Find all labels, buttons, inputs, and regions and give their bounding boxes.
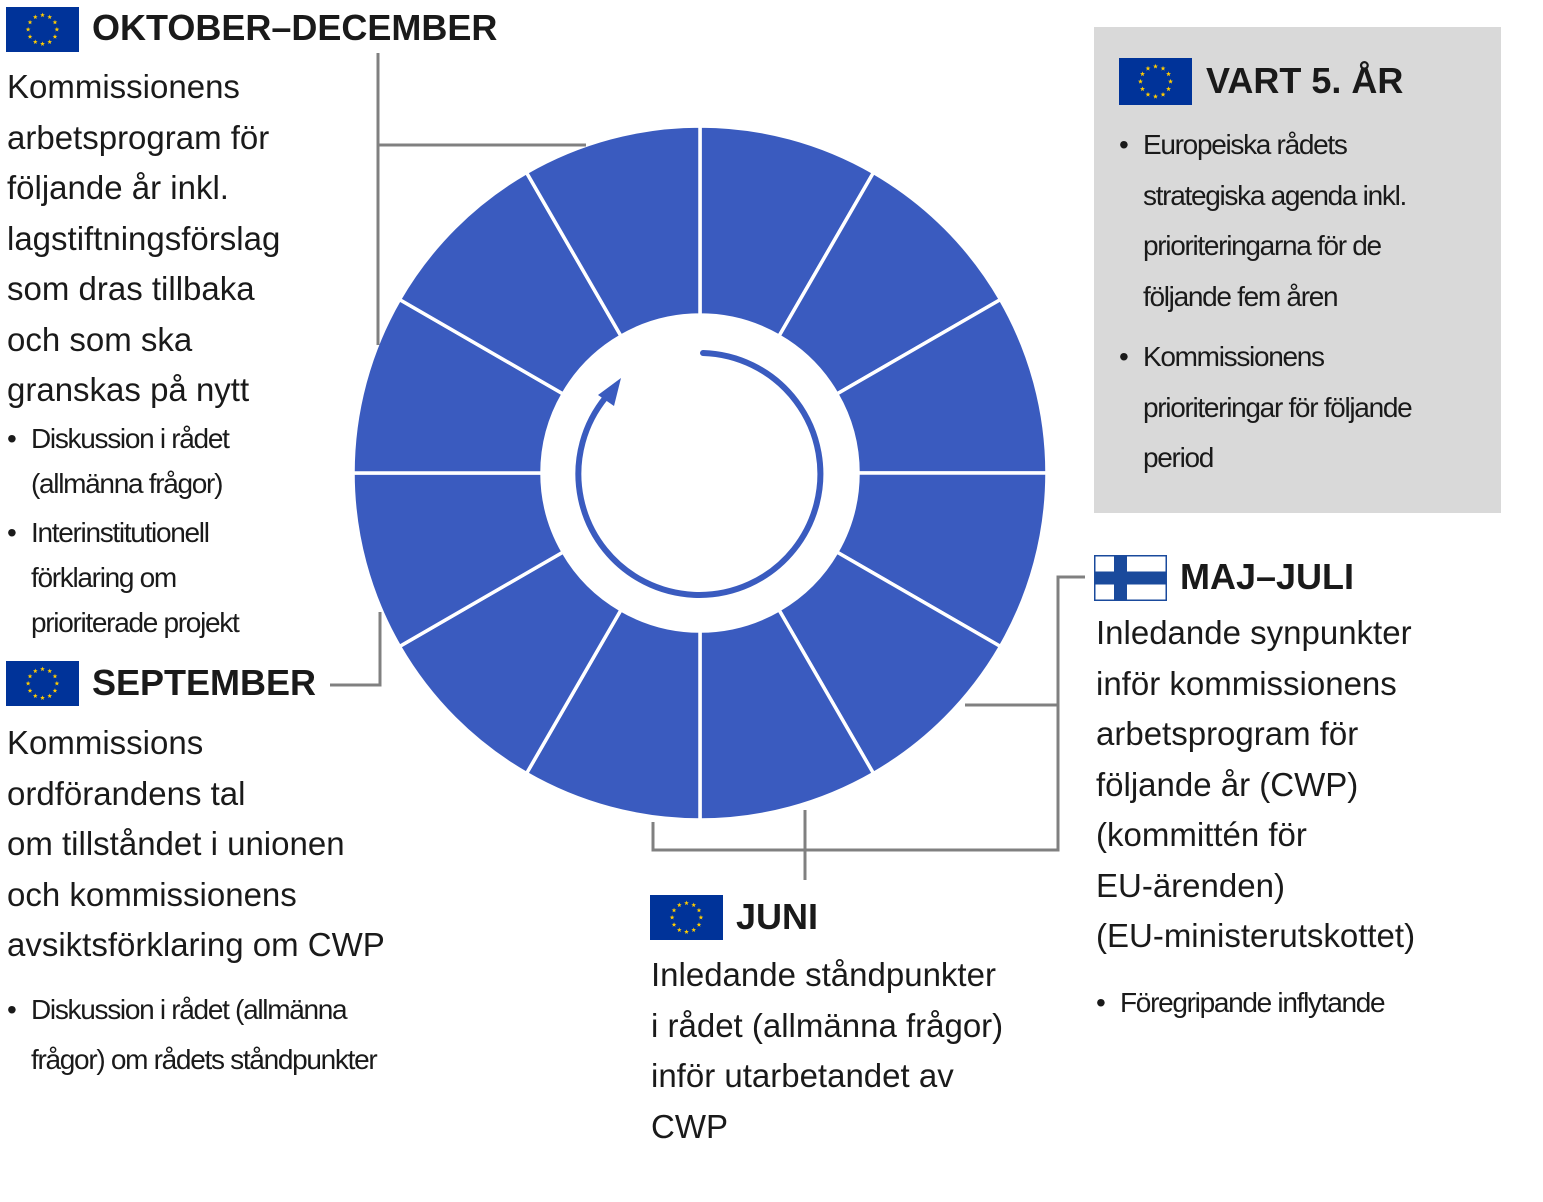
text-line: som dras tillbaka bbox=[7, 270, 255, 307]
bullet-item bbox=[7, 985, 376, 1085]
text-line: Kommissions bbox=[7, 724, 204, 761]
bullet-line: följande fem åren bbox=[1143, 280, 1338, 312]
text-line: inför kommissionens bbox=[1096, 664, 1397, 702]
text-line: och kommissionens bbox=[7, 875, 297, 913]
bullet-line: prioriterade projekt bbox=[31, 607, 239, 638]
bullet-line: • Diskussion i rådet bbox=[31, 423, 229, 454]
eu-flag-icon bbox=[1119, 58, 1192, 105]
maj-juli-bullets bbox=[1096, 980, 1384, 1025]
bullet-line: prioriteringarna för de bbox=[1143, 230, 1381, 261]
bullet-item bbox=[7, 416, 238, 506]
juni-text bbox=[651, 950, 1003, 1152]
oktober-december-heading: OKTOBER–DECEMBER bbox=[92, 7, 498, 48]
text-line: Inledande synpunkter bbox=[1096, 614, 1412, 651]
september-bullets bbox=[7, 985, 376, 1085]
text-line: (EU-ministerutskottet) bbox=[1096, 917, 1416, 954]
text-line: granskas på nytt bbox=[7, 371, 250, 408]
text-line: följande år (CWP) bbox=[1096, 765, 1359, 803]
text-line: Inledande ståndpunkter bbox=[651, 956, 996, 993]
eu-flag-icon bbox=[650, 895, 723, 940]
bullet-line: prioriteringar för följande bbox=[1143, 391, 1412, 423]
eu-flag-icon bbox=[6, 7, 79, 52]
text-line: EU-ärenden) bbox=[1096, 866, 1285, 904]
vart-5-ar-heading: VART 5. ÅR bbox=[1206, 60, 1404, 101]
bullet-line: • Diskussion i rådet (allmänna bbox=[31, 994, 347, 1025]
text-line: avsiktsförklaring om CWP bbox=[7, 926, 385, 963]
connector-september bbox=[330, 612, 380, 685]
bullet-item bbox=[1096, 980, 1384, 1025]
text-line: (kommittén för bbox=[1096, 816, 1307, 853]
maj-juli-heading: MAJ–JULI bbox=[1180, 556, 1355, 597]
bullet-line: strategiska agenda inkl. bbox=[1143, 179, 1406, 211]
bullet-item bbox=[7, 510, 238, 645]
text-line: inför utarbetandet av bbox=[651, 1057, 954, 1094]
text-line: och som ska bbox=[7, 320, 193, 358]
connector-juni bbox=[653, 822, 816, 850]
text-line: Kommissionens bbox=[7, 68, 240, 105]
finland-flag-icon bbox=[1094, 555, 1167, 601]
bullet-line: (allmänna frågor) bbox=[31, 468, 223, 499]
bullet-item bbox=[1119, 120, 1411, 322]
bullet-line: frågor) om rådets ståndpunkter bbox=[31, 1044, 377, 1075]
bullet-line: • Föregripande inflytande bbox=[1120, 987, 1385, 1018]
text-line: arbetsprogram för bbox=[1096, 715, 1359, 752]
text-line: CWP bbox=[651, 1107, 728, 1145]
oktober-december-bullets bbox=[7, 416, 238, 645]
juni-heading: JUNI bbox=[736, 896, 819, 937]
maj-juli-text bbox=[1096, 608, 1415, 962]
september-text bbox=[7, 718, 385, 971]
september-heading: SEPTEMBER bbox=[92, 662, 317, 703]
bullet-line: förklaring om bbox=[31, 562, 176, 593]
wheel-hub bbox=[542, 315, 858, 631]
text-line: om tillståndet i unionen bbox=[7, 825, 345, 862]
text-line: följande år inkl. bbox=[7, 169, 229, 206]
bullet-line: • Kommissionens bbox=[1143, 341, 1324, 372]
eu-flag-icon bbox=[6, 661, 79, 706]
bullet-item bbox=[1119, 332, 1411, 484]
bullet-line: period bbox=[1143, 442, 1214, 473]
text-line: lagstiftningsförslag bbox=[7, 219, 281, 257]
bullet-line: • Interinstitutionell bbox=[31, 517, 209, 548]
text-line: arbetsprogram för bbox=[7, 118, 270, 156]
vart-5-ar-bullets bbox=[1119, 120, 1411, 484]
text-line: ordförandens tal bbox=[7, 774, 246, 812]
bullet-line: • Europeiska rådets bbox=[1143, 129, 1347, 160]
text-line: i rådet (allmänna frågor) bbox=[651, 1006, 1004, 1044]
oktober-december-text bbox=[7, 62, 280, 416]
